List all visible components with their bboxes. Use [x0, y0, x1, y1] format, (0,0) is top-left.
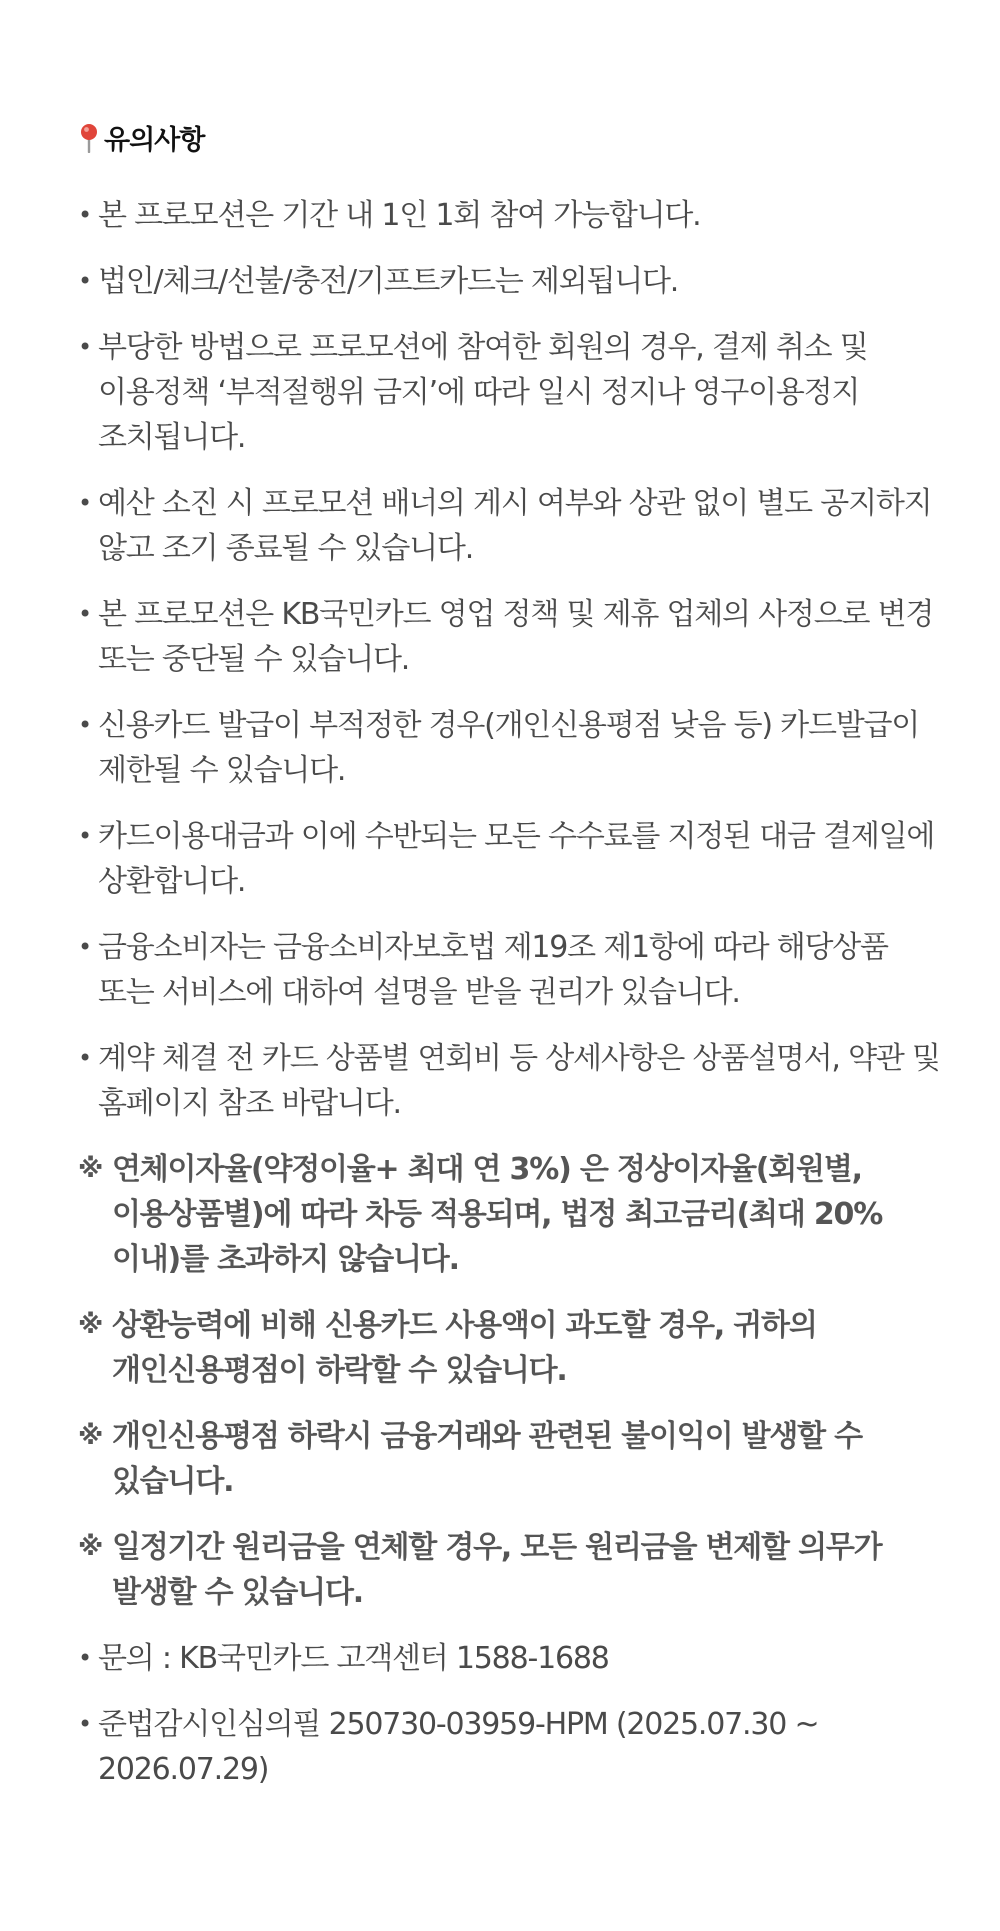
bullet-marker: •	[78, 489, 91, 517]
notice-item	[78, 259, 940, 304]
notice-item	[78, 193, 940, 238]
notice-text: 계약 체결 전 카드 상품별 연회비 등 상세사항은 상품설명서, 약관 및 홈페이지 참조 바랍니다.	[98, 1041, 940, 1121]
bullet-marker: •	[78, 267, 91, 295]
notice-item	[78, 703, 940, 793]
warning-text: 일정기간 원리금을 연체할 경우, 모든 원리금을 변제할 의무가 발생할 수 있습니다.	[112, 1530, 882, 1610]
notice-heading-title: 유의사항	[104, 125, 205, 156]
bullet-marker: •	[78, 1044, 91, 1072]
bullet-marker: •	[78, 933, 91, 961]
bullet-marker: •	[78, 1710, 91, 1738]
notice-text: 본 프로모션은 기간 내 1인 1회 참여 가능합니다.	[98, 198, 701, 233]
notice-text: 금융소비자는 금융소비자보호법 제19조 제1항에 따라 해당상품 또는 서비스에 대하여 설명을 받을 권리가 있습니다.	[98, 930, 888, 1010]
bullet-marker: •	[78, 711, 91, 739]
notice-item	[78, 481, 940, 571]
notice-item	[78, 592, 940, 682]
reference-mark: ※	[78, 1154, 103, 1184]
warning-item	[78, 1147, 940, 1282]
notice-item	[78, 325, 940, 460]
notice-text: 신용카드 발급이 부적정한 경우(개인신용평점 낮음 등) 카드발급이 제한될 수 있습니다.	[98, 708, 920, 788]
reference-mark: ※	[78, 1310, 103, 1340]
notice-item	[78, 1036, 940, 1126]
bullet-marker: •	[78, 600, 91, 628]
notice-heading	[78, 118, 940, 157]
warning-item	[78, 1525, 940, 1615]
bullet-marker: •	[78, 201, 91, 229]
warning-item	[78, 1303, 940, 1393]
compliance-item	[78, 1702, 940, 1792]
contact-text: 문의 : KB국민카드 고객센터 1588-1688	[98, 1641, 609, 1676]
notice-text: 법인/체크/선불/충전/기프트카드는 제외됩니다.	[98, 264, 679, 299]
notice-text: 부당한 방법으로 프로모션에 참여한 회원의 경우, 결제 취소 및 이용정책 ‘부적절행위 금지’에 따라 일시 정지나 영구이용정지 조치됩니다.	[98, 330, 868, 455]
reference-mark: ※	[78, 1532, 103, 1562]
bullet-marker: •	[78, 333, 91, 361]
warning-item	[78, 1414, 940, 1504]
warning-text: 상환능력에 비해 신용카드 사용액이 과도할 경우, 귀하의 개인신용평점이 하락할 수 있습니다.	[112, 1308, 817, 1388]
notice-item	[78, 925, 940, 1015]
notice-text: 본 프로모션은 KB국민카드 영업 정책 및 제휴 업체의 사정으로 변경 또는 중단될 수 있습니다.	[98, 597, 934, 677]
bullet-marker: •	[78, 1644, 91, 1672]
bullet-marker: •	[78, 822, 91, 850]
contact-item	[78, 1636, 940, 1681]
compliance-text: 준법감시인심의필 250730-03959-HPM (2025.07.30 ~ 2026.07.29)	[98, 1707, 819, 1787]
notice-list	[78, 193, 940, 1792]
warning-text: 연체이자율(약정이율+ 최대 연 3%) 은 정상이자율(회원별, 이용상품별)에 따라 차등 적용되며, 법정 최고금리(최대 20% 이내)를 초과하지 않습니다.	[112, 1152, 883, 1277]
warning-text: 개인신용평점 하락시 금융거래와 관련된 불이익이 발생할 수 있습니다.	[112, 1419, 862, 1499]
reference-mark: ※	[78, 1421, 103, 1451]
notice-text: 예산 소진 시 프로모션 배너의 게시 여부와 상관 없이 별도 공지하지 않고 조기 종료될 수 있습니다.	[98, 486, 932, 566]
pushpin-icon	[78, 123, 100, 153]
notice-item	[78, 814, 940, 904]
notice-text: 카드이용대금과 이에 수반되는 모든 수수료를 지정된 대금 결제일에 상환합니다.	[98, 819, 935, 899]
